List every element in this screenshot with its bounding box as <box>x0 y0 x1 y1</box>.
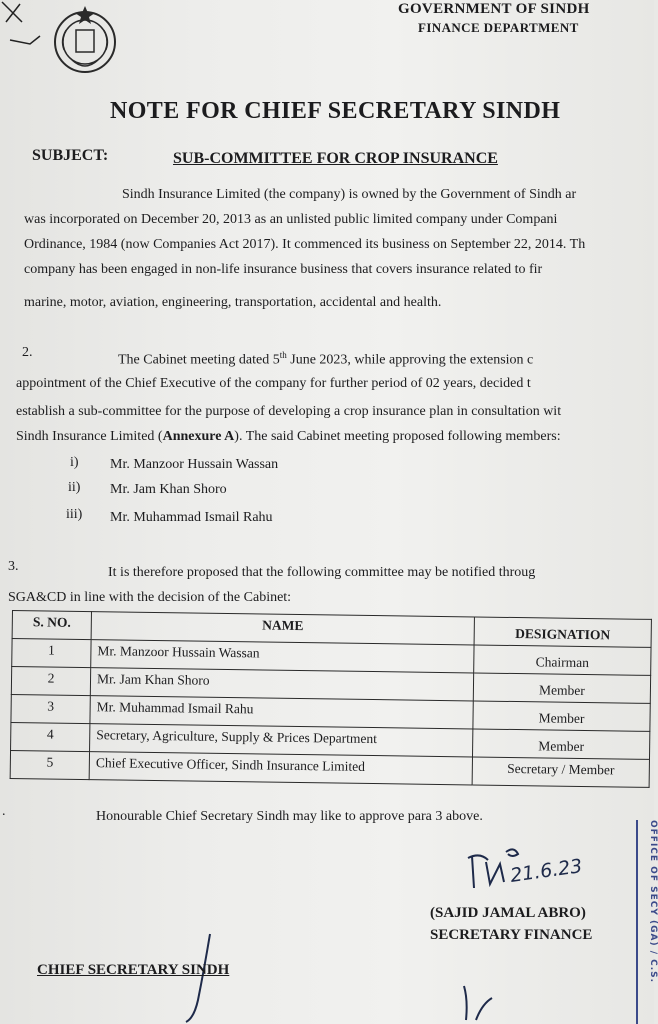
member-name: Mr. Manzoor Hussain Wassan <box>110 457 279 472</box>
department-heading: FINANCE DEPARTMENT <box>418 20 579 35</box>
government-heading: GOVERNMENT OF SINDH <box>398 1 590 17</box>
para1-line: Sindh Insurance Limited (the company) is owned by the Government of Sindh ar <box>122 187 577 202</box>
para4-text: Honourable Chief Secretary Sindh may like to approve para 3 above. <box>96 809 483 824</box>
signatory-name: (SAJID JAMAL ABRO) <box>430 905 586 921</box>
cell-sno: 5 <box>10 750 89 779</box>
chief-secretary-label: CHIEF SECRETARY SINDH <box>37 962 230 978</box>
bottom-pen-mark <box>452 980 502 1024</box>
member-number: iii) <box>66 507 83 522</box>
cell-designation: Chairman <box>474 645 651 675</box>
cell-sno: 1 <box>12 639 91 668</box>
para1-line: marine, motor, aviation, engineering, transportation, accidental and health. <box>24 295 442 310</box>
member-name: Mr. Muhammad Ismail Rahu <box>110 510 273 525</box>
office-stamp: OFFICE OF SECY (GA) / C.S. <box>636 820 658 1024</box>
member-number: ii) <box>68 480 81 495</box>
para2-line-1-b: June 2023, while approving the extension c <box>286 352 534 368</box>
para2-line-4-b: ). The said Cabinet meeting proposed following members: <box>234 429 561 444</box>
cell-name: Chief Executive Officer, Sindh Insurance Limited <box>89 752 472 785</box>
subject-label: SUBJECT: <box>32 147 109 164</box>
para2-number: 2. <box>22 345 33 360</box>
cell-sno: 4 <box>11 722 90 751</box>
cell-name: Mr. Muhammad Ismail Rahu <box>90 696 473 729</box>
note-title: NOTE FOR CHIEF SECRETARY SINDH <box>110 98 561 124</box>
cell-name: Secretary, Agriculture, Supply & Prices Department <box>90 724 473 757</box>
para1-line: company has been engaged in non-life insurance business that covers insurance related to fir <box>24 262 543 277</box>
para3-line-2: SGA&CD in line with the decision of the Cabinet: <box>8 590 292 605</box>
para3-number: 3. <box>8 559 19 574</box>
header-name: NAME <box>91 612 474 645</box>
subject-text: SUB-COMMITTEE FOR CROP INSURANCE <box>173 150 498 167</box>
para2-line-4 <box>16 428 561 446</box>
para2-line-3: establish a sub-committee for the purpose of developing a crop insurance plan in consultation wit <box>16 404 562 419</box>
committee-table <box>10 610 652 788</box>
para3-line-1: It is therefore proposed that the following committee may be notified throug <box>108 565 536 580</box>
para2-line-1-a: The Cabinet meeting dated 5 <box>118 352 280 368</box>
cell-sno: 2 <box>11 667 90 696</box>
para2-line-4-a: Sindh Insurance Limited ( <box>16 429 163 444</box>
member-number: i) <box>70 455 79 470</box>
sindh-government-seal <box>50 0 120 80</box>
para2-line-2: appointment of the Chief Executive of the company for further period of 02 years, decided t <box>16 376 531 391</box>
pen-mark-top-left <box>0 0 45 50</box>
cell-designation: Member <box>473 701 650 731</box>
para2-line-1 <box>118 346 533 370</box>
para4-number: . <box>2 804 6 819</box>
member-name: Mr. Jam Khan Shoro <box>110 482 227 497</box>
cell-name: Mr. Jam Khan Shoro <box>90 668 473 701</box>
header-sno: S. NO. <box>12 611 91 640</box>
handwritten-date: 21.6.23 <box>508 855 584 887</box>
cell-designation: Secretary / Member <box>472 757 649 787</box>
annexure-reference: Annexure A <box>162 429 235 444</box>
para2-date-suffix: th <box>279 350 287 360</box>
cell-name: Mr. Manzoor Hussain Wassan <box>91 640 474 673</box>
cell-designation: Member <box>472 729 649 759</box>
para1-line: Ordinance, 1984 (now Companies Act 2017). It commenced its business on September 22, 2014. Th <box>24 237 586 252</box>
cell-designation: Member <box>473 673 650 703</box>
cell-sno: 3 <box>11 694 90 723</box>
header-designation: DESIGNATION <box>474 617 651 647</box>
para1-line: was incorporated on December 20, 2013 as an unlisted public limited company under Compani <box>24 212 558 227</box>
signatory-title: SECRETARY FINANCE <box>430 927 593 943</box>
